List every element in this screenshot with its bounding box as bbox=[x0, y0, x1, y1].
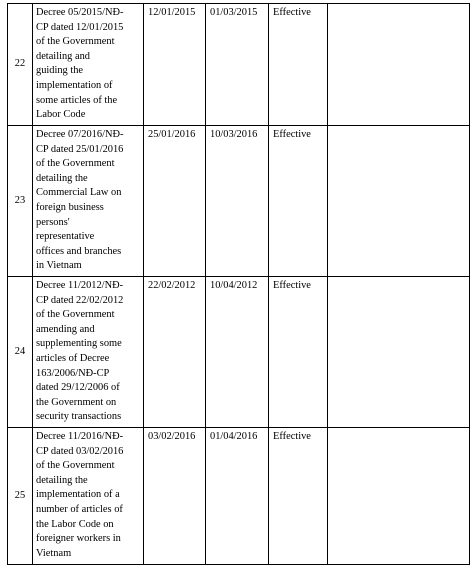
effective-date: 01/03/2015 bbox=[206, 4, 269, 126]
issued-date: 22/02/2012 bbox=[144, 277, 206, 428]
row-number: 24 bbox=[8, 277, 33, 428]
note-cell bbox=[328, 126, 470, 277]
document-title-line: Labor Code bbox=[36, 109, 86, 121]
document-title-line: representative bbox=[36, 231, 95, 243]
document-title-line: Decree 05/2015/NĐ- bbox=[36, 7, 124, 18]
document-title-cell bbox=[33, 428, 144, 565]
document-title-line: security transactions bbox=[36, 411, 122, 423]
effective-date: 10/03/2016 bbox=[206, 126, 269, 277]
effective-date: 10/04/2012 bbox=[206, 277, 269, 428]
document-title-line: CP dated 12/01/2015 bbox=[36, 21, 124, 33]
status-cell: Effective bbox=[269, 428, 328, 565]
document-title-line: offices and branches bbox=[36, 245, 122, 257]
document-title-line: dated 29/12/2006 of bbox=[36, 382, 120, 394]
document-title-line: Commercial Law on bbox=[36, 187, 122, 199]
document-title-line: guiding the bbox=[36, 65, 84, 77]
document-title-line: of the Government bbox=[36, 309, 115, 321]
document-title-line: implementation of a bbox=[36, 489, 120, 501]
note-cell bbox=[328, 277, 470, 428]
document-title-line: implementation of bbox=[36, 79, 113, 91]
legal-documents-table bbox=[7, 3, 470, 565]
row-number: 25 bbox=[8, 428, 33, 565]
note-cell bbox=[328, 428, 470, 565]
document-title-line: CP dated 22/02/2012 bbox=[36, 294, 124, 306]
document-title-line: Decree 07/2016/NĐ- bbox=[36, 129, 124, 140]
issued-date: 03/02/2016 bbox=[144, 428, 206, 565]
status-cell: Effective bbox=[269, 277, 328, 428]
document-title-line: detailing the bbox=[36, 474, 88, 486]
document-title-cell bbox=[33, 277, 144, 428]
issued-date: 12/01/2015 bbox=[144, 4, 206, 126]
document-title-line: in Vietnam bbox=[36, 260, 82, 272]
document-title-line: foreigner workers in bbox=[36, 533, 121, 545]
table-row bbox=[8, 428, 470, 565]
document-title-line: of the Government bbox=[36, 158, 115, 170]
document-title-line: amending and bbox=[36, 323, 95, 335]
row-number: 22 bbox=[8, 4, 33, 126]
document-title-line: persons' bbox=[36, 216, 70, 228]
document-title-line: Vietnam bbox=[36, 547, 72, 559]
document-title-line: the Labor Code on bbox=[36, 518, 114, 530]
document-title-cell bbox=[33, 4, 144, 126]
document-title-cell bbox=[33, 126, 144, 277]
document-title-line: some articles of the bbox=[36, 94, 118, 106]
document-title-line: of the Government bbox=[36, 36, 115, 48]
document-title-line: 163/2006/NĐ-CP bbox=[36, 367, 110, 379]
document-title-line: the Government on bbox=[36, 396, 117, 408]
document-title-line: number of articles of bbox=[36, 503, 123, 515]
document-title-line: detailing the bbox=[36, 172, 88, 184]
table-row bbox=[8, 126, 470, 277]
effective-date: 01/04/2016 bbox=[206, 428, 269, 565]
document-title-line: CP dated 25/01/2016 bbox=[36, 143, 124, 155]
document-title-line: foreign business bbox=[36, 201, 104, 213]
document-title-line: CP dated 03/02/2016 bbox=[36, 445, 124, 457]
note-cell bbox=[328, 4, 470, 126]
table-row bbox=[8, 277, 470, 428]
row-number: 23 bbox=[8, 126, 33, 277]
issued-date: 25/01/2016 bbox=[144, 126, 206, 277]
document-title-line: of the Government bbox=[36, 460, 115, 472]
document-title-line: articles of Decree bbox=[36, 352, 110, 364]
status-cell: Effective bbox=[269, 4, 328, 126]
document-title-line: detailing and bbox=[36, 50, 90, 62]
table-row bbox=[8, 4, 470, 126]
document-title-line: Decree 11/2012/NĐ- bbox=[36, 280, 124, 291]
status-cell: Effective bbox=[269, 126, 328, 277]
document-title-line: supplementing some bbox=[36, 338, 122, 350]
document-title-line: Decree 11/2016/NĐ- bbox=[36, 431, 124, 442]
table-body bbox=[8, 4, 470, 565]
